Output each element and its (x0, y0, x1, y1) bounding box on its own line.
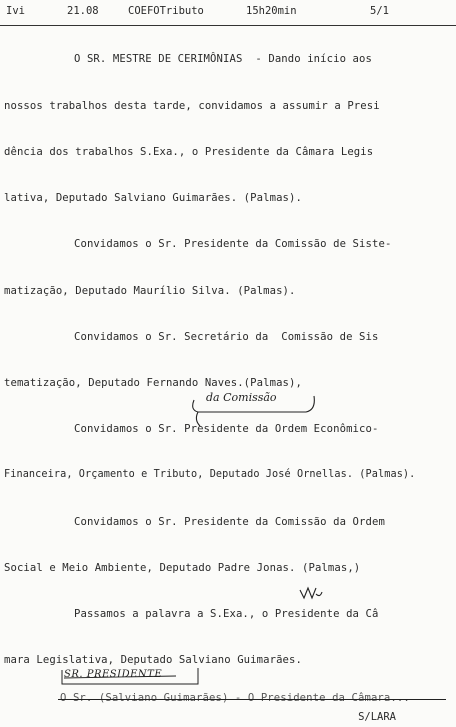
header-page: 5/1 (370, 5, 389, 17)
header-session: COEFOTributo (128, 5, 204, 17)
text-line: mara Legislativa, Deputado Salviano Guimarães. (4, 654, 302, 666)
handwritten-mark (296, 584, 326, 606)
text-line: Financeira, Orçamento e Tributo, Deputado José Ornellas. (Palmas). (4, 469, 416, 480)
header-time: 15h20min (246, 5, 297, 17)
text-line: O SR. MESTRE DE CERIMÔNIAS - Dando início aos (74, 53, 372, 65)
text-line: Convidamos o Sr. Presidente da Comissão de Siste- (74, 238, 392, 250)
text-line: Convidamos o Sr. Presidente da Comissão da Ordem (74, 516, 385, 528)
text-line: Convidamos o Sr. Secretário da Comissão de Sis (74, 331, 379, 343)
text-line: Social e Meio Ambiente, Deputado Padre Jonas. (Palmas,) (4, 562, 361, 574)
handwritten-insert-comissao: da Comissão (206, 391, 277, 404)
text-line: matização, Deputado Maurílio Silva. (Palmas). (4, 285, 296, 297)
footer-initials: S/LARA (358, 711, 396, 723)
header-code: Ivi (6, 5, 25, 17)
text-line: lativa, Deputado Salviano Guimarães. (Palmas). (4, 192, 302, 204)
text-line: tematização, Deputado Fernando Naves.(Palmas), (4, 377, 302, 389)
header-date: 21.08 (67, 5, 99, 17)
text-line: nossos trabalhos desta tarde, convidamos a assumir a Presi (4, 100, 380, 112)
text-line: Convidamos o Sr. Presidente da Ordem Econômico- (74, 423, 379, 435)
text-line-struck: O Sr. (Salviano Guimarães) - O Presidente da Câmara... (60, 692, 410, 704)
text-line: dência dos trabalhos S.Exa., o Presidente da Câmara Legis (4, 146, 374, 158)
header-rule (0, 25, 456, 26)
text-line: Passamos a palavra a S.Exa., o Presidente da Câ (74, 608, 379, 620)
transcript-header (0, 2, 456, 26)
handwritten-insert-presidente: SR. PRESIDENTE (64, 669, 163, 680)
insertion-frame (58, 664, 208, 692)
strikethrough (58, 699, 446, 700)
